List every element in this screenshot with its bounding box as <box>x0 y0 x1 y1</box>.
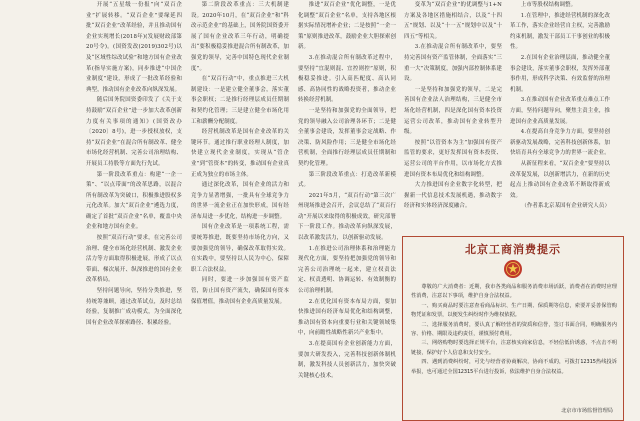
paragraph: 变革为“双百企业”的优调整与1+N方案及各地区措施相结合，以及“十四五”规划、以及“十一五”规划中以及“十四五”等相关。 <box>404 2 502 40</box>
paragraph: 按照“双百行动”要求，在完善公司治理、健全市场化经营机制、激发企业活力等方面取得积极进展，形成了以点带面、梯次展开、纵深推进的国有企业改革格局。 <box>86 235 182 284</box>
paragraph: 3.在推动混合所有制改革过程中，要坚持“宜混则混、宜控则控”原则，积极稳妥推进。引入高匹配度、高认同感、高协同性的战略投资者，推动企业转换经营机制。 <box>298 54 396 104</box>
paragraph: 4.在提高自身竞争力方面，要坚持创新驱动发展战略，完善科技创新体系，加快培育具有全球竞争力的世界一流企业。 <box>510 129 610 157</box>
notice-title: 北京工商消费提示 <box>465 243 561 256</box>
article-column-5 <box>510 0 610 234</box>
paragraph: 推进“双百企业”优化调整，一是优化调整“双百企业”名单，支持各地区根据实际情况增补企业；二是按照“一企一策”原则推进改革，鼓励企业大胆探索创新。 <box>298 2 396 51</box>
paragraph: 2.在国有企业治理层面，推动健全董事会建设，落实董事会职权，发挥外部董事作用，形成科学决策、有效监督的治理机制。 <box>510 54 610 93</box>
paragraph: 第二阶段改革重点：三大机制建设。2020年10月，在“双百企业”和“科改示范企业”的基础上，国务院国资委开展了国有企业改革三年行动，明确提出“要积极稳妥推进混合所有制改革，加强党的领导，完善中国特色现代企业制度”。 <box>191 2 289 72</box>
paragraph: 国有企业改革是一项系统工程，需要统筹推进，既要坚持市场化方向，又要加强党的领导，确保改革取得实效。在实践中，要坚持以人民为中心，保障职工合法权益。 <box>191 224 289 273</box>
author-note: （作者系北京某国有企业研究人员） <box>521 203 610 210</box>
paragraph: 3.在推动国有企业改革重点难点工作方面，坚持问题导向，聚焦主责主业，推进国有企业高质量发展。 <box>510 97 610 125</box>
notice-paragraph: 四、遇到消费纠纷时，可先与经营者协商解决，协商不成的，可拨打12315热线投诉举报，也可通过全国12315平台进行投诉，依法维护自身合法权益。 <box>411 359 617 375</box>
article-column-2 <box>191 0 289 421</box>
paragraph: 上市等股权结构调整。 <box>520 2 577 8</box>
national-emblem-icon <box>503 259 523 279</box>
paragraph: 随后国务院国资委印发了《关于支持鼓励“双百企业”进一步加大改革创新力度有关事项的通知》(国资改办〔2020〕8号)，进一步授权放权，支持“双百企业”在混合所有制改革、健全市场化经营机制、完善公司治理结构、开展员工持股等方面先行先试。 <box>86 97 182 167</box>
notice-signature: 北京市市场监督管理局 <box>561 408 613 414</box>
paragraph: 大力推进国有企业数字化转型，把握新一代信息技术发展机遇，推动数字经济和实体经济深度融合。 <box>404 182 502 210</box>
notice-body <box>411 283 617 419</box>
consumer-notice-box <box>402 236 624 421</box>
article-column-1 <box>86 0 182 421</box>
paragraph: 1.在管理中，推进经营机制的深化改革工作，落实企业经营自主权，完善激励约束机制，激发干部员工干事创业的积极性。 <box>510 12 610 51</box>
paragraph: 第三阶段改革重点：打造改革新模式。 <box>298 171 396 189</box>
paragraph: 2021年5月，“双百行动”第三次广州现场推进会召开，会议总结了“双百行动”开展以来取得的积极成效，研究部署下一阶段工作。推动改革向纵深发展，以改革激发活力，以创新驱动发展。 <box>298 192 396 242</box>
paragraph: 3.在推动混合所有制改革中，要坚持完善国有资产监管体制，全面落实“三重一大”决策制度，加强内部控制体系建设。 <box>404 44 502 83</box>
paragraph: 3.在提高国有企业创新能力方面，要加大研发投入，完善科技创新体制机制，激发科技人员创新活力，加快突破关键核心技术。 <box>298 341 396 379</box>
paragraph: 按照“以管资本为主”加强国有资产监管的要求，更好发挥国有资本投资、运营公司的平台作用，以市场化方式推进国有资本布局优化和结构调整。 <box>404 139 502 178</box>
paragraph: 经营机制改革是国有企业改革的关键环节。通过推行职业经理人制度，加快建立现代企业制度，实现从“管企业”到“管资本”的转变，推动国有企业真正成为独立的市场主体。 <box>191 129 289 178</box>
paragraph: 通过深化改革，国有企业的活力和竞争力显著增强，一批具有全球竞争力的世界一流企业正在加快形成，国有经济布局进一步优化，结构进一步调整。 <box>191 182 289 220</box>
paragraph: 在“双百行动”中，重点推进三大机制建设：一是建立健全董事会，落实董事会职权；二是推行经理层成员任期制和契约化管理；三是建立健全市场化用工和薪酬分配制度。 <box>191 76 289 125</box>
article-column-4 <box>404 0 502 234</box>
paragraph: 一是坚持和加强党的领导，二是完善国有企业法人治理结构，三是健全市场化经营机制，四是深化国有资本投资运营公司改革，推动国有企业转型升级。 <box>404 86 502 136</box>
paragraph: 开展“五星级一份报”向“双百企业”扩展转移。“双百企业”要缘延四批“双百企业”改革经验，并且推动国有企业实现增长(2018年)(发展财政部第20号令)。(国资发改(2019)302号)以及“区域性综改试验”和地方国有企业改革(指导实施方案)，同步推进“中国企业制度”建设，形成了一批改革经验和典型，推动国有企业改革向纵深发展。 <box>86 2 182 93</box>
article-column-3 <box>298 0 396 421</box>
notice-paragraph: 一、购买商品时要注意查看商品标识、生产日期、保质期等信息，索要并妥善保管购物凭证和发票，以便发生纠纷时作为维权依据。 <box>411 302 617 319</box>
notice-paragraph: 二、选择服务消费时，要认真了解经营者的资质和信誉，签订书面合同，明确服务内容、价格、期限及违约责任，谨慎预付费用。 <box>411 321 617 338</box>
paragraph: 坚持问题导向，坚持分类推进，坚持统筹兼顾，通过改革试点，及时总结经验，复制推广成功模式，为全面深化国有企业改革探索路径、积累经验。 <box>86 288 182 326</box>
paragraph: 第一阶段改革重点：构建“一企一策”、“以点带面”的改革思路，以混合所有制改革为突破口，积极推进股权多元化改革。加大“双百企业”遴选力度，确定了首批“双百企业”名单，覆盖中央企业和地方国有企业。 <box>86 171 182 231</box>
paragraph: 1.在推进公司治理体系和治理能力现代化方面，要坚持把加强党的领导和完善公司治理统一起来，建立权责法定、权责透明、协调运转、有效制衡的公司治理机制。 <box>298 245 396 295</box>
paragraph: 同时，要进一步加强国有资产监管，防止国有资产流失，确保国有资本保值增值，推动国有企业高质量发展。 <box>191 277 289 305</box>
paragraph: 从新征程来看，“双百企业”要坚持以改革促发展，以创新增活力，在新的历史起点上推动国有企业改革不断取得新成效。 <box>510 160 610 199</box>
notice-paragraph: 三、网络购物时要选择正规平台，注意核实商家信息，不轻信低价诱惑，不点击不明链接，保护好个人信息和支付安全。 <box>411 340 617 356</box>
paragraph: 2.在优化国有资本布局方面，要加快推进国有经济布局优化和结构调整，推动国有资本向重要行业和关键领域集中，向前瞻性战略性新兴产业集中。 <box>298 298 396 337</box>
paragraph: 一是坚持和加强党的全面领导，把党的领导融入公司治理各环节；二是健全董事会建设，发挥董事会定战略、作决策、防风险作用；三是健全市场化经营机制，全面推行经理层成员任期制和契约化管理。 <box>298 107 396 167</box>
notice-paragraph: 尊敬的广大消费者：近期，我市各类商品和服务消费市场活跃，消费者在消费时应理性消费，注意以下事项，维护自身合法权益。 <box>411 284 617 300</box>
